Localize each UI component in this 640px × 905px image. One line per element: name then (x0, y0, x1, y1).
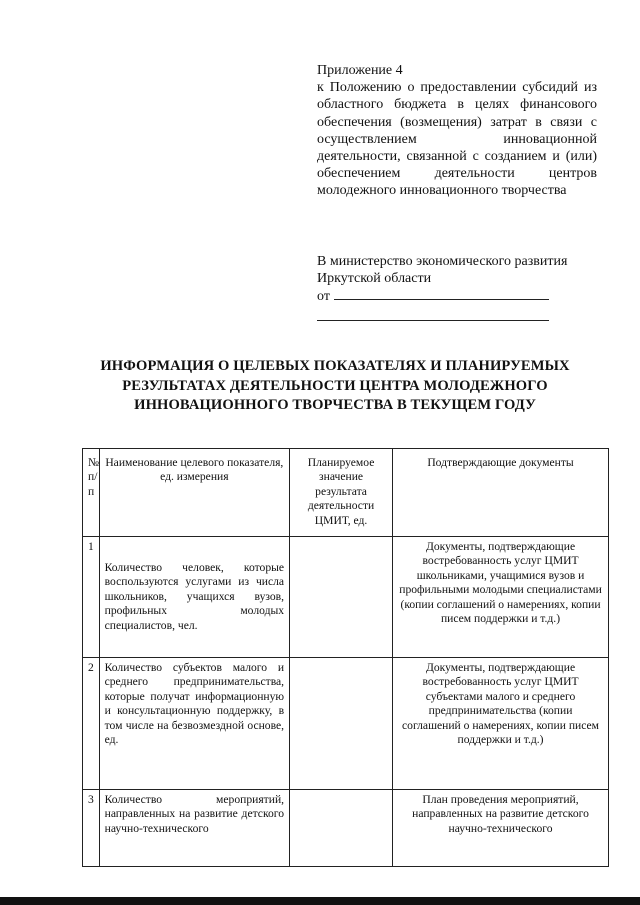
header-indicator-name: Наименование целевого показателя, ед. измерения (99, 449, 289, 537)
supporting-documents: План проведения мероприятий, направленных на развитие детского научно-технического (393, 790, 609, 867)
indicator-name: Количество человек, которые воспользуются услугами из числа школьников, учащихся вузов, профильных молодых специалистов, чел. (99, 537, 289, 658)
planned-value-cell (290, 790, 393, 867)
extra-fill-line (317, 320, 549, 321)
row-number: 3 (83, 790, 100, 867)
supporting-documents: Документы, подтверждающие востребованность услуг ЦМИТ школьниками, учащимися вузов и профильными молодыми специалистами (копии соглашений о намерениях, копии писем поддержки и т.д.) (393, 537, 609, 658)
addressee-line-1: В министерство экономического развития (317, 254, 568, 269)
header-number: № п/п (83, 449, 100, 537)
addressee-line-2: Иркутской области (317, 271, 432, 287)
heading-line-1: ИНФОРМАЦИЯ О ЦЕЛЕВЫХ ПОКАЗАТЕЛЯХ И ПЛАНИРУЕМЫХ (100, 358, 570, 374)
row-number: 2 (83, 658, 100, 790)
annex-block (317, 62, 597, 200)
supporting-documents: Документы, подтверждающие востребованность услуг ЦМИТ субъектами малого и среднего предпринимательства (копии соглашений о намерениях, копии писем поддержки и т.д.) (393, 658, 609, 790)
indicator-name: Количество субъектов малого и среднего предпринимательства, которые получат информационную и консультационную поддержку, в том числе на безвозмездной основе, ед. (99, 658, 289, 790)
from-label: от (317, 289, 330, 305)
table-row (83, 790, 609, 867)
planned-value-cell (290, 537, 393, 658)
indicator-name: Количество мероприятий, направленных на развитие детского научно-технического (99, 790, 289, 867)
from-fill-line (334, 287, 549, 300)
table-header-row (83, 449, 609, 537)
annex-title: Приложение 4 (317, 63, 403, 78)
planned-value-cell (290, 658, 393, 790)
header-planned-value: Планируемое значение результата деятельности ЦМИТ, ед. (290, 449, 393, 537)
annex-body: к Положению о предоставлении субсидий из областного бюджета в целях финансового обеспечения (возмещения) затрат в связи с осуществлением инновационной деятельности, связанной с созданием и (или) обеспечением деятельности центров молодежного инновационного творчества (317, 80, 597, 199)
table-row (83, 658, 609, 790)
scan-edge-bar (0, 897, 640, 905)
heading-line-2: РЕЗУЛЬТАТАХ ДЕЯТЕЛЬНОСТИ ЦЕНТРА МОЛОДЕЖНОГО (122, 377, 548, 394)
table-row (83, 537, 609, 658)
document-heading (70, 357, 600, 416)
row-number: 1 (83, 537, 100, 658)
addressee-block (317, 253, 601, 305)
heading-line-3: ИННОВАЦИОННОГО ТВОРЧЕСТВА В ТЕКУЩЕМ ГОДУ (134, 397, 536, 413)
indicators-table (82, 448, 609, 867)
from-row (317, 287, 601, 305)
header-documents: Подтверждающие документы (393, 449, 609, 537)
